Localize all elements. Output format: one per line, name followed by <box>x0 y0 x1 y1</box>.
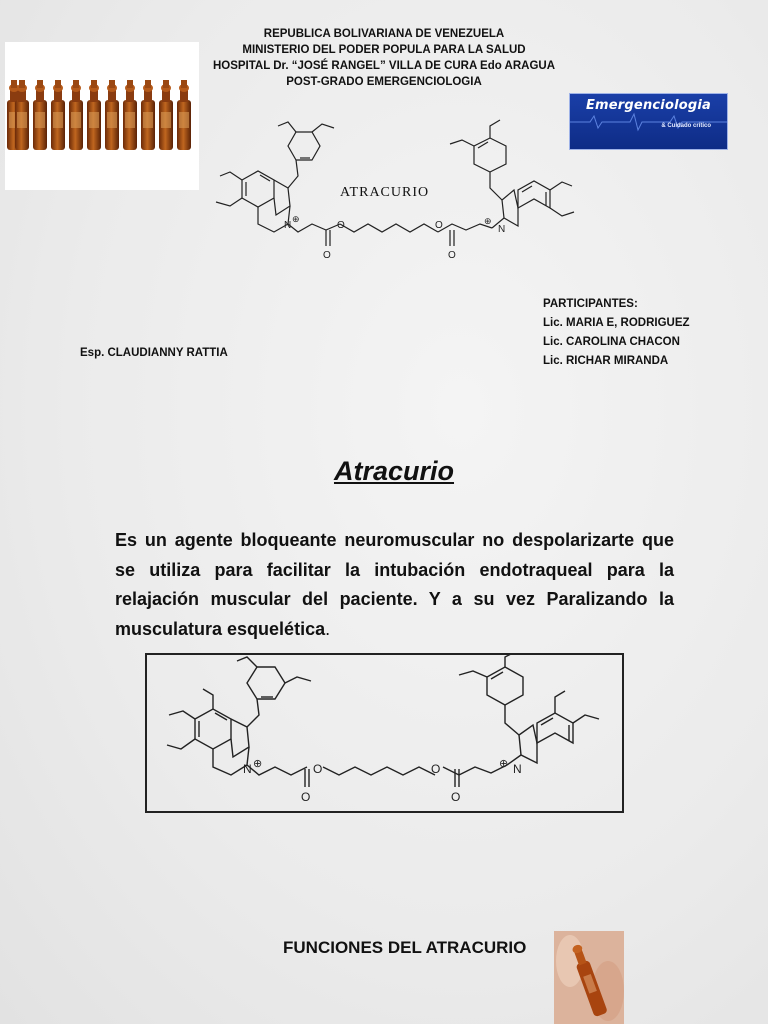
participant-name: Lic. RICHAR MIRANDA <box>543 355 669 367</box>
atracurium-structure-box <box>145 653 624 813</box>
section-heading: FUNCIONES DEL ATRACURIO <box>283 938 527 957</box>
svg-text:O: O <box>435 220 443 231</box>
svg-text:⊕: ⊕ <box>292 214 300 224</box>
svg-text:N: N <box>498 224 506 235</box>
molecule-diagram-large <box>147 655 622 811</box>
svg-text:⊕: ⊕ <box>484 216 492 226</box>
description-text: Es un agente bloqueante neuromuscular no despolarizarte que se utiliza para facilitar la intubación endotraqueal para la relajación muscular del paciente. Y a su vez Paralizando la musculatura esquelética <box>115 530 674 639</box>
emergenciologia-logo <box>569 93 728 150</box>
ampoules-image <box>5 42 199 190</box>
participants-heading: PARTICIPANTES: <box>543 298 638 310</box>
svg-text:O: O <box>323 250 331 261</box>
page-title: Atracurio <box>333 456 455 486</box>
description-paragraph <box>115 526 674 644</box>
svg-text:N: N <box>284 220 292 231</box>
svg-text:O: O <box>313 762 323 776</box>
molecule-label: ATRACURIO <box>340 185 430 200</box>
ampoules-photo <box>5 42 199 190</box>
svg-text:N: N <box>243 762 252 776</box>
tutor-name: Esp. CLAUDIANNY RATTIA <box>80 347 228 359</box>
logo-title: Emergenciologia <box>585 98 712 113</box>
header-line-postgrado: POST-GRADO EMERGENCIOLOGIA <box>286 76 482 88</box>
svg-text:⊕: ⊕ <box>499 758 509 770</box>
svg-text:O: O <box>431 762 441 776</box>
svg-text:O: O <box>301 790 311 804</box>
svg-text:O: O <box>451 790 461 804</box>
svg-text:⊕: ⊕ <box>253 758 263 770</box>
logo-subtitle: & Cuidado crítico <box>661 123 711 129</box>
svg-text:N: N <box>513 762 522 776</box>
participants-block <box>543 295 690 371</box>
header-line-ministry: MINISTERIO DEL PODER POPULA PARA LA SALUD <box>242 44 526 56</box>
participant-name: Lic. CAROLINA CHACON <box>543 336 680 348</box>
ampoule-hand-image <box>554 931 624 1024</box>
svg-text:O: O <box>448 250 456 261</box>
ampoule-in-hand-photo <box>554 931 624 1024</box>
header-line-republic: REPUBLICA BOLIVARIANA DE VENEZUELA <box>263 28 505 40</box>
description-end: . <box>325 618 331 639</box>
participant-name: Lic. MARIA E, RODRIGUEZ <box>543 317 690 329</box>
svg-text:O: O <box>337 220 345 231</box>
header-line-hospital: HOSPITAL Dr. “JOSÉ RANGEL” VILLA DE CURA Edo ARAGUA <box>212 60 556 72</box>
